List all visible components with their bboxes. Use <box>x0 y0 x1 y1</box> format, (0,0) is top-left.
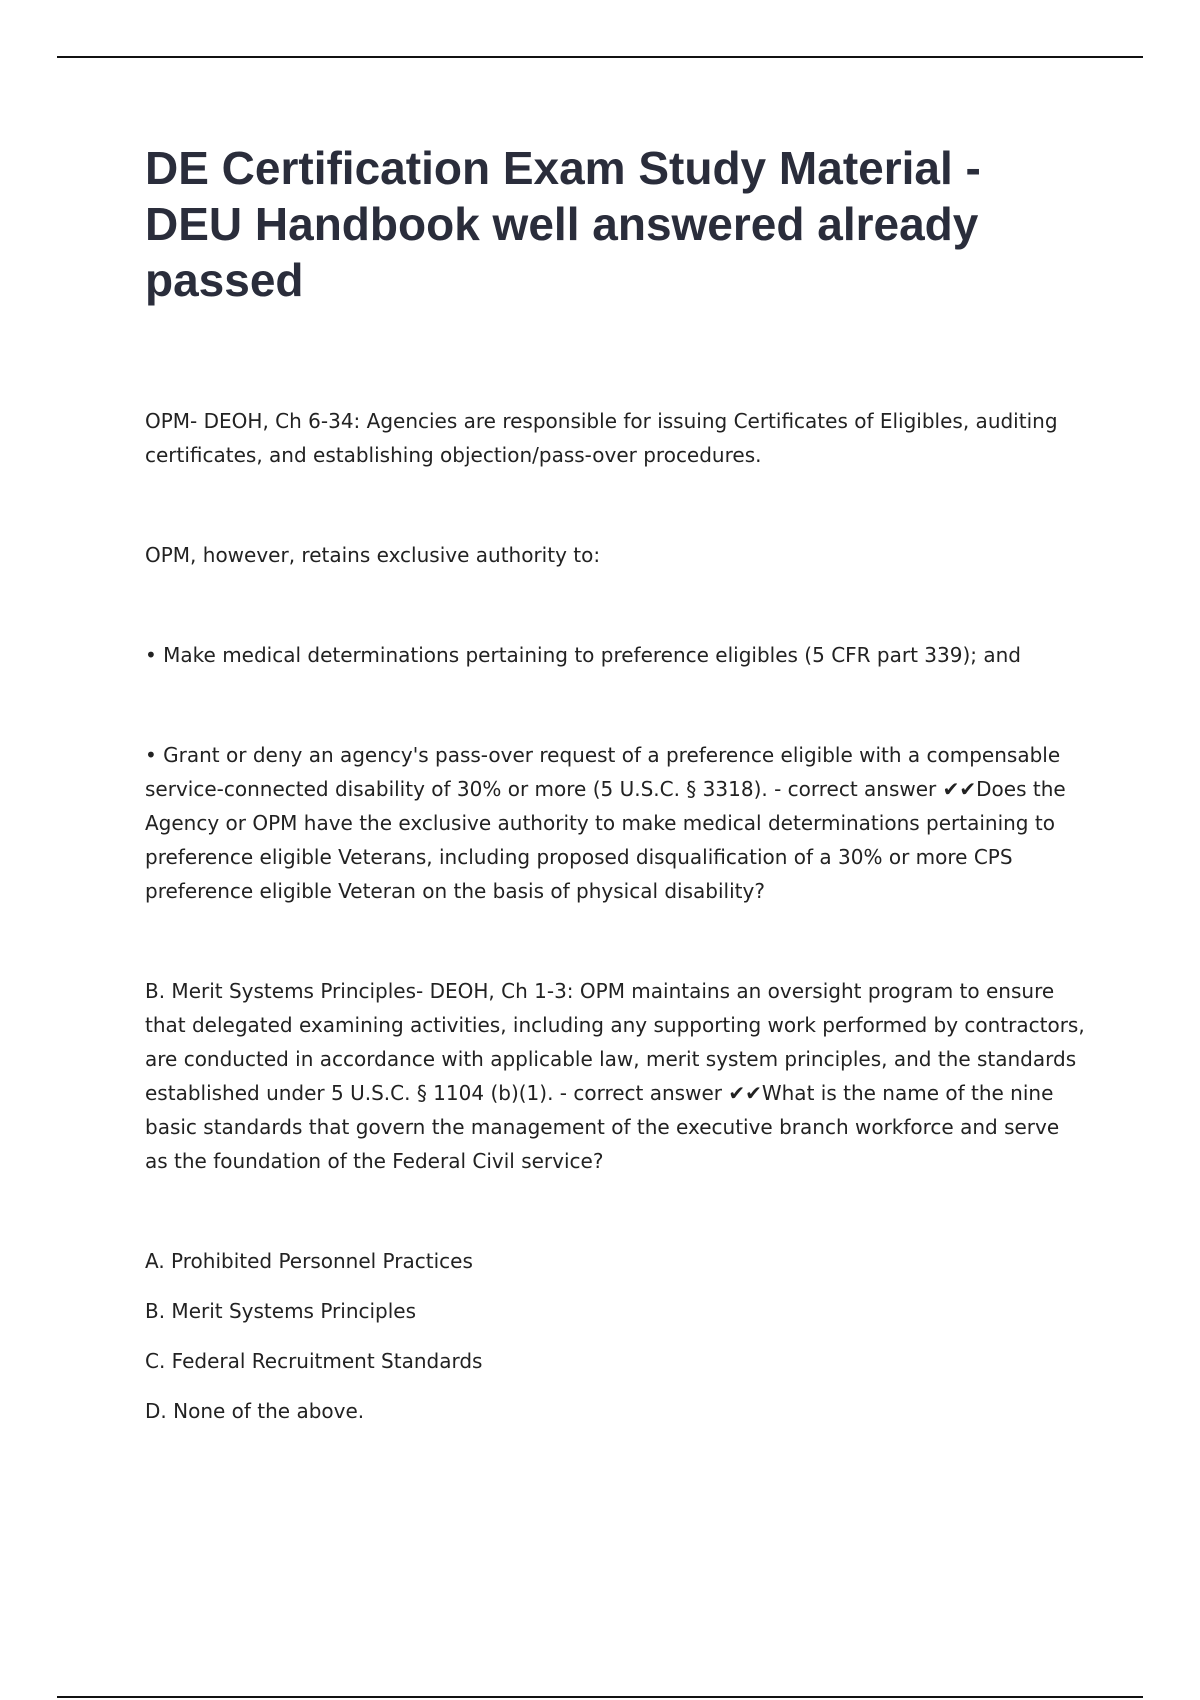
top-rule <box>57 56 1143 58</box>
option-c: C. Federal Recruitment Standards <box>145 1349 483 1373</box>
paragraph-opm-deoh-6-34: OPM- DEOH, Ch 6-34: Agencies are responsible for issuing Certificates of Eligibles, auditing certificates, and establishing objection/pass-over procedures. <box>145 409 1058 467</box>
option-a: A. Prohibited Personnel Practices <box>145 1249 473 1273</box>
document-body <box>145 140 1085 1428</box>
answer-options <box>145 1244 1085 1428</box>
bottom-rule <box>57 1696 1143 1698</box>
document-title: DE Certification Exam Study Material - DEU Handbook well answered already passed <box>145 142 981 306</box>
option-b: B. Merit Systems Principles <box>145 1299 417 1323</box>
paragraph-bullet-pass-over: • Grant or deny an agency's pass-over request of a preference eligible with a compensable service-connected disability of 30% or more (5 U.S.C. § 3318). - correct answer ✔✔Does the Agency or OPM have the exclusive authority to make medical determinations pertaining to preference eligible Veterans, including proposed disqualification of a 30% or more CPS preference eligible Veteran on the basis of physical disability? <box>145 743 1066 903</box>
option-d: D. None of the above. <box>145 1399 365 1423</box>
paragraph-bullet-medical: • Make medical determinations pertaining to preference eligibles (5 CFR part 339); and <box>145 643 1021 667</box>
paragraph-merit-systems: B. Merit Systems Principles- DEOH, Ch 1-3: OPM maintains an oversight program to ensure that delegated examining activities, including any supporting work performed by contractors, are conducted in accordance with applicable law, merit system principles, and the standards established under 5 U.S.C. § 1104 (b)(1). - correct answer ✔✔What is the name of the nine basic standards that govern the management of the executive branch workforce and serve as the foundation of the Federal Civil service? <box>145 979 1085 1173</box>
paragraph-opm-authority: OPM, however, retains exclusive authority to: <box>145 543 601 567</box>
